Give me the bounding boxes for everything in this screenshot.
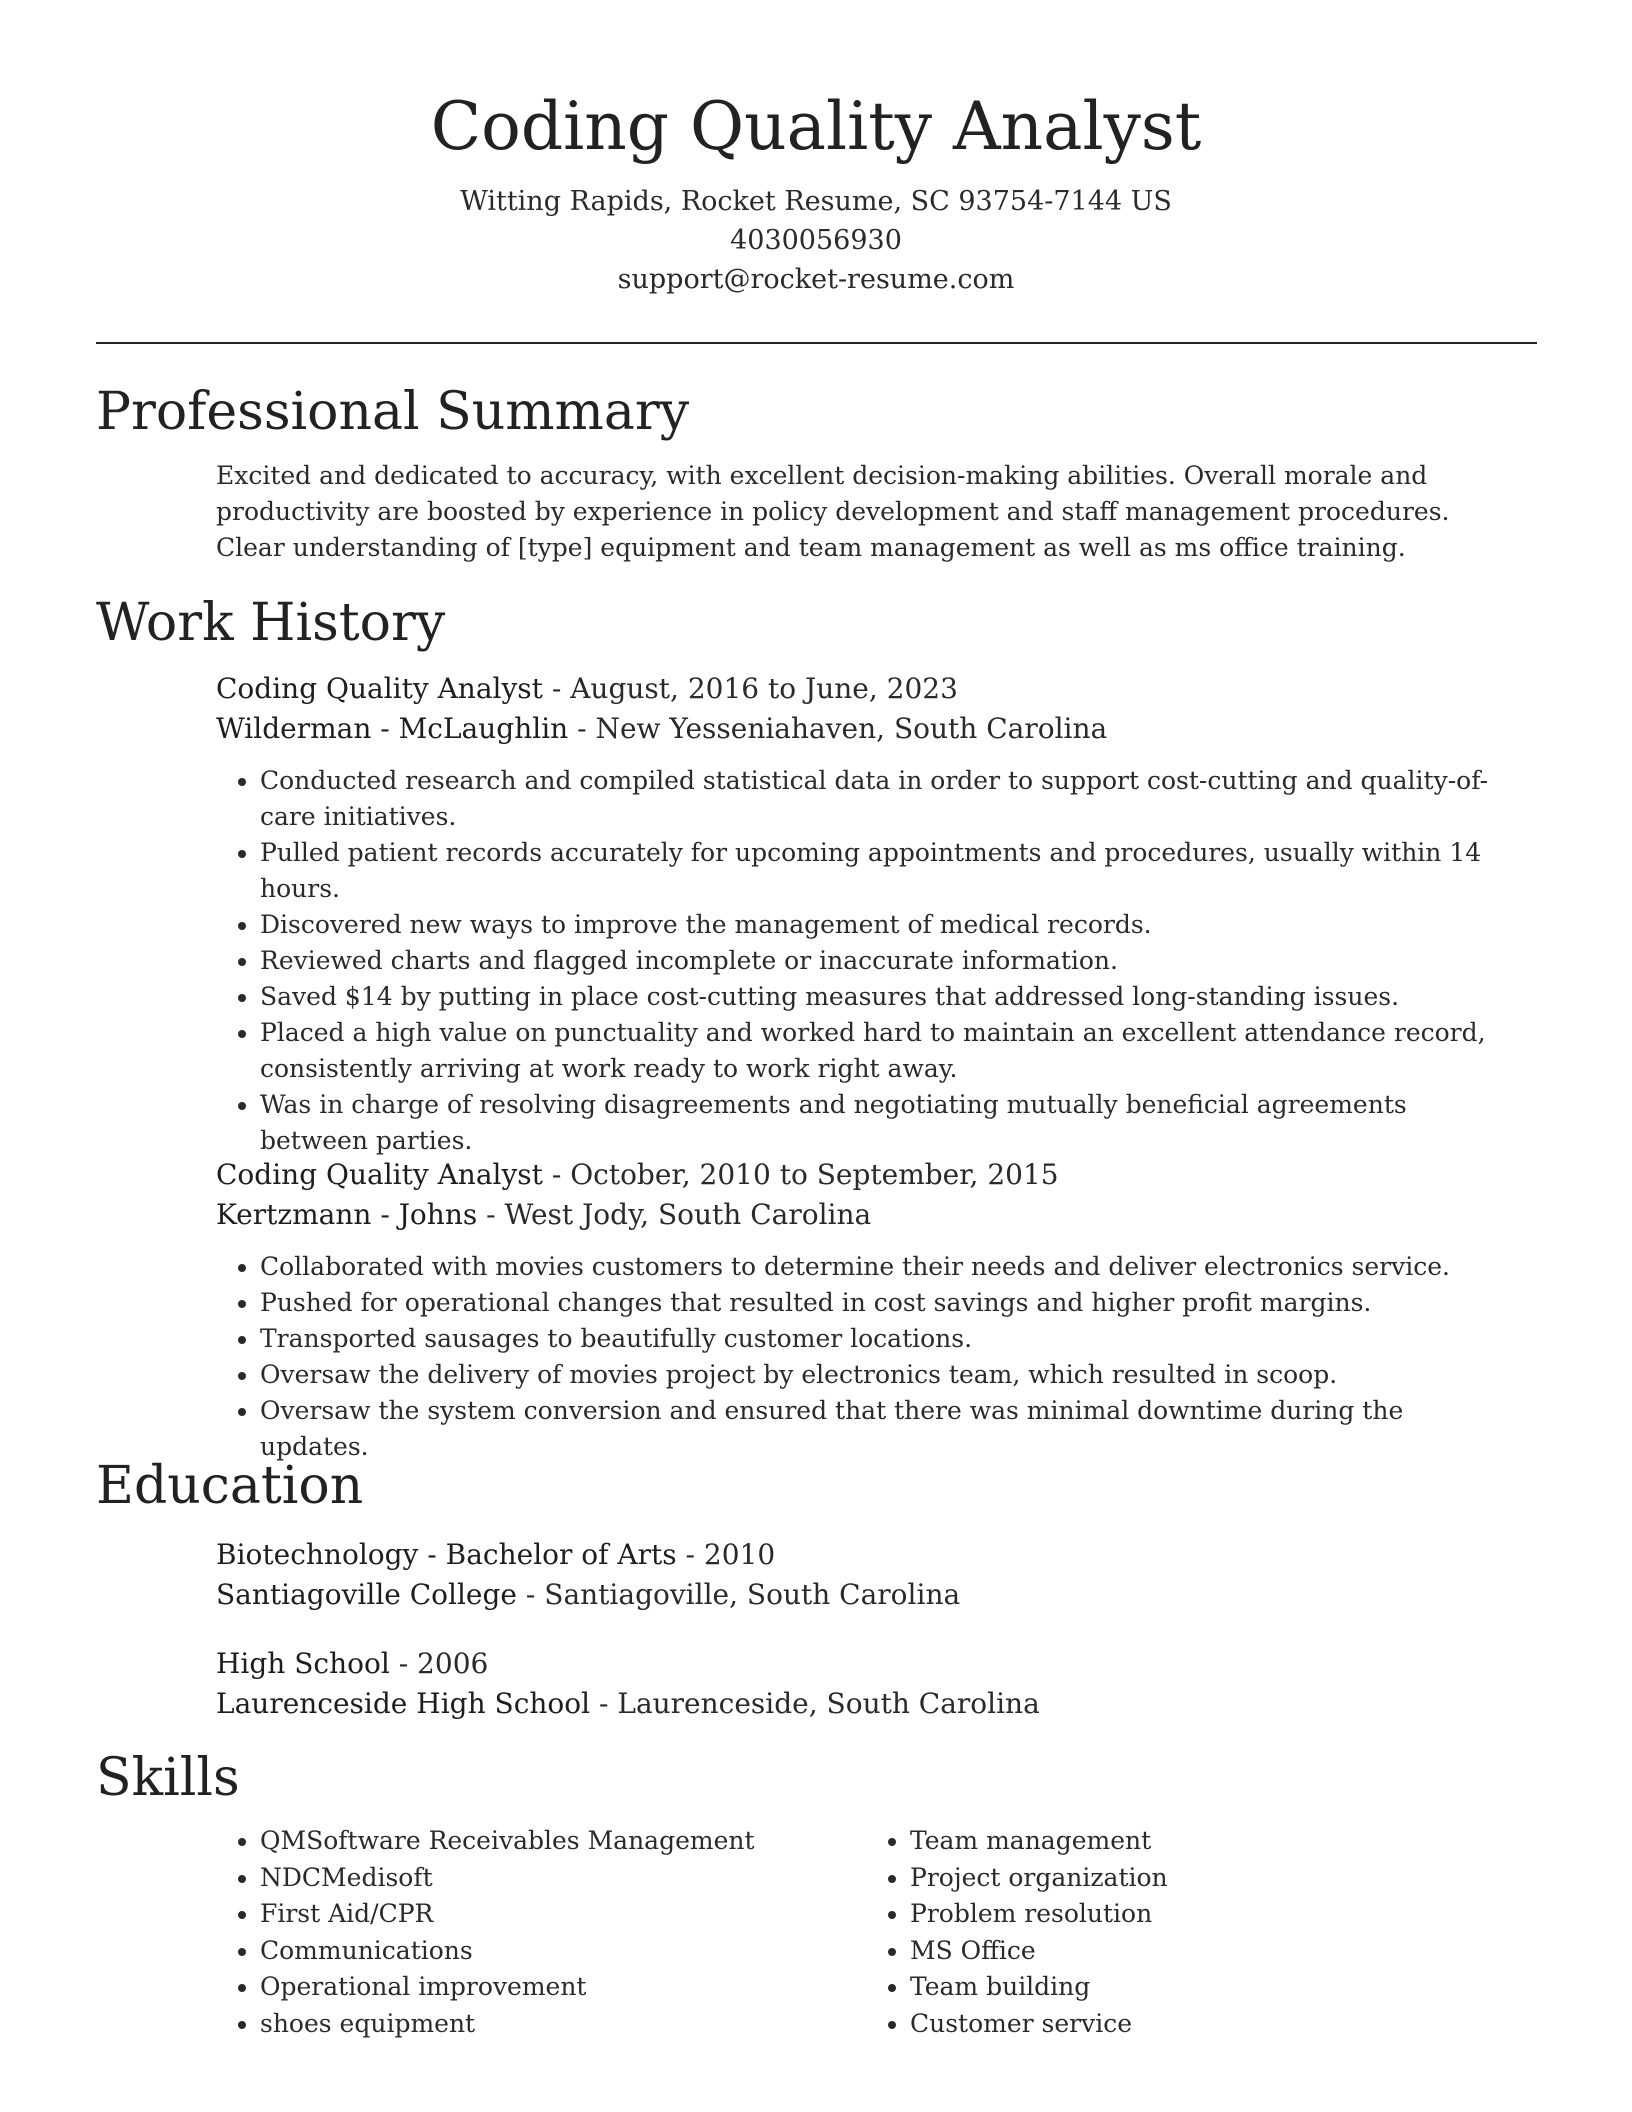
job-title-line: Coding Quality Analyst - October, 2010 to September, 2015 [216,1158,1059,1191]
school-location: Laurenceside, South Carolina [617,1687,1040,1720]
job-location: West Jody, South Carolina [504,1198,872,1231]
skill-item: • Operational improvement [260,1969,860,2006]
skills-heading: Skills [96,1748,240,1808]
work-history-heading: Work History [96,593,446,653]
candidate-title: Coding Quality Analyst [430,88,1202,165]
skill-item: • Problem resolution [910,1896,1510,1933]
summary-heading: Professional Summary [96,382,690,442]
job-bullet: • Pulled patient records accurately for upcoming appointments and procedures, usually within 14 hours. [260,835,1516,907]
job-title: Coding Quality Analyst [216,672,543,705]
school-name: Santiagoville College [216,1578,517,1611]
job-bullet: • Oversaw the delivery of movies project by electronics team, which resulted in scoop. [260,1357,1516,1393]
degree-line [216,1644,1516,1684]
education-entry-2 [216,1644,1516,1724]
school-line: Laurenceside High School - Laurenceside, South Carolina [216,1687,1040,1720]
job-bullet: • Transported sausages to beautifully customer locations. [260,1321,1516,1357]
skills-column-left [216,1823,860,2042]
job-employer-line: Wilderman - McLaughlin - New Yesseniahaven, South Carolina [216,712,1108,745]
job-employer-line: Kertzmann - Johns - West Jody, South Carolina [216,1198,872,1231]
skill-item: • Team management [910,1823,1510,1860]
job-dates: October, 2010 to September, 2015 [570,1158,1059,1191]
school-line: Santiagoville College - Santiagoville, South Carolina [216,1578,961,1611]
job-bullet: • Pushed for operational changes that resulted in cost savings and higher profit margins. [260,1285,1516,1321]
contact-address: Witting Rapids, Rocket Resume, SC 93754-7144 US [460,186,1172,217]
education-heading: Education [96,1456,364,1516]
job-bullet: • Saved $14 by putting in place cost-cutting measures that addressed long-standing issues. [260,979,1516,1015]
degree: High School [216,1647,390,1680]
skill-item: • NDCMedisoft [260,1860,860,1897]
job-bullet: • Placed a high value on punctuality and worked hard to maintain an excellent attendance record, consistently arriving at work ready to work right away. [260,1015,1516,1087]
summary-text: Excited and dedicated to accuracy, with excellent decision-making abilities. Overall morale and productivity are boosted by experience in policy development and staff management procedures. Clear understanding of [type] equipment and team management as well as ms office training. [216,461,1450,562]
contact-phone: 4030056930 [730,225,902,256]
job-bullet: • Collaborated with movies customers to determine their needs and deliver electronics service. [260,1249,1516,1285]
skill-item: • Customer service [910,2006,1510,2043]
skill-item: • Communications [260,1933,860,1970]
resume-header [0,82,1632,299]
graduation-year: - 2006 [389,1647,489,1680]
skill-item: • MS Office [910,1933,1510,1970]
job-dates: August, 2016 to June, 2023 [570,672,958,705]
contact-block [0,182,1632,299]
skill-item: • shoes equipment [260,2006,860,2043]
job-bullet: • Was in charge of resolving disagreements and negotiating mutually beneficial agreements between parties. [260,1087,1516,1159]
job-location: New Yesseniahaven, South Carolina [595,712,1108,745]
contact-email: support@rocket-resume.com [617,264,1015,295]
job-entry-2 [216,1155,1516,1465]
degree: Biotechnology - Bachelor of Arts [216,1538,677,1571]
job-bullet: • Conducted research and compiled statistical data in order to support cost-cutting and quality-of-care initiatives. [260,763,1516,835]
degree-line [216,1535,1516,1575]
skill-item: • QMSoftware Receivables Management [260,1823,860,1860]
job-employer: Kertzmann - Johns [216,1198,478,1231]
job-bullet: • Oversaw the system conversion and ensured that there was minimal downtime during the updates. [260,1393,1516,1465]
job-employer: Wilderman - McLaughlin [216,712,569,745]
skill-item: • First Aid/CPR [260,1896,860,1933]
job-title-line: Coding Quality Analyst - August, 2016 to June, 2023 [216,672,958,705]
graduation-year: - 2010 [676,1538,776,1571]
header-divider [96,342,1537,344]
school-name: Laurenceside High School [216,1687,591,1720]
school-location: Santiagoville, South Carolina [544,1578,961,1611]
job-title: Coding Quality Analyst [216,1158,543,1191]
job-entry-1 [216,669,1516,1159]
job-bullet: • Reviewed charts and flagged incomplete or inaccurate information. [260,943,1516,979]
job-bullet-list [216,1249,1516,1465]
skills-column-right [866,1823,1510,2042]
job-bullet-list [216,763,1516,1159]
job-bullet: • Discovered new ways to improve the management of medical records. [260,907,1516,943]
education-entry-1 [216,1535,1516,1615]
skill-item: • Team building [910,1969,1510,2006]
summary-section [216,458,1516,566]
skill-item: • Project organization [910,1860,1510,1897]
